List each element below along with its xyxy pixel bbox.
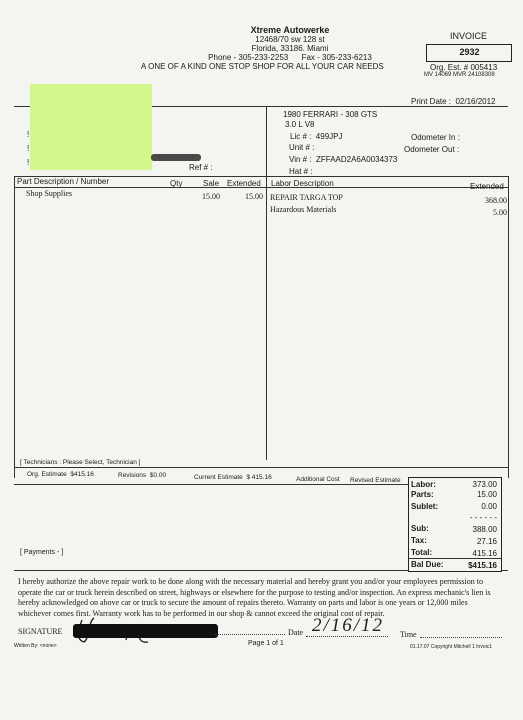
shop-phone-fax: Phone - 305-233-2253 Fax - 305-233-6213 [208, 53, 372, 62]
odometer-out: Odometer Out : [404, 145, 460, 154]
org-est-number: Org. Est. # 005413 [430, 63, 498, 72]
authorization-text: I hereby authorize the above repair work to be done along with the necessary material and hereby grant you and/or your employees permission to operate the car or truck herein described on street, highways or elsewhere for the purpose to testing and/or inspection. An express mechanic's lien is hereby acknowledged on above car or truck to secure the amount of repairs thereto. Warranty on parts and labor is one years or 12,000 miles whichever comes first. Warranty work has to be performed in our shop & cannot exceed the original cost of repair. [18, 577, 491, 618]
labor-header-description: Labor Description [271, 179, 334, 188]
vehicle-unit: Unit # : [289, 143, 315, 152]
header-top-rule-left [14, 106, 30, 107]
balance-due-label: Bal Due: [411, 560, 444, 569]
sub-total-label: Sub: [411, 524, 429, 533]
redaction-signature [73, 624, 218, 638]
payments-note: [ Payments - ] [20, 549, 64, 556]
customer-marks: ! ! ! [27, 130, 30, 167]
technicians-rule [14, 467, 508, 468]
parts-header-description: Part Description / Number [17, 177, 110, 186]
parts-total-label: Parts: [411, 490, 434, 499]
sublet-total-value: 0.00 [481, 502, 497, 511]
invoice-number: 2932 [459, 47, 480, 57]
tax-label: Tax: [411, 536, 427, 545]
vehicle-vin: Vin # : ZFFAAD2A6A0034373 [289, 155, 398, 164]
labor-row-extended: 5.00 [493, 208, 507, 217]
revisions: Revisions $0.00 [118, 472, 167, 479]
vehicle-model: 1980 FERRARI - 308 GTS [283, 110, 378, 119]
vehicle-lic: Lic # : 499JPJ [290, 132, 343, 141]
table-right-border [508, 176, 509, 478]
header-top-rule [152, 106, 508, 107]
table-left-border [14, 176, 15, 478]
odometer-in: Odometer In : [411, 133, 460, 142]
shop-address-line1: 12468/70 sw 128 st [255, 35, 325, 44]
table-middle-divider [266, 106, 267, 460]
grand-total-label: Total: [411, 548, 433, 557]
parts-total-value: 15.00 [476, 490, 497, 499]
parts-row-description: Shop Supplies [26, 189, 73, 198]
time-dotted-line [420, 637, 502, 638]
sub-total-value: 388.00 [472, 525, 497, 534]
grand-total-value: 415.16 [472, 549, 497, 558]
time-label: Time [400, 630, 417, 639]
balance-rule [408, 558, 501, 559]
vehicle-engine: 3.0 L V8 [285, 120, 315, 129]
parts-row-sale: 15.00 [202, 192, 220, 201]
revised-estimate: Revised Estimate [350, 477, 401, 484]
vehicle-hat: Hat # : [289, 167, 313, 176]
balance-due-value: $415.16 [468, 561, 497, 570]
labor-total-label: Labor: [411, 480, 436, 489]
print-date: Print Date : 02/16/2012 [411, 97, 496, 106]
signature-dotted-line [215, 634, 285, 635]
parts-header-qty: Qty [170, 179, 183, 188]
table-header-rule [14, 187, 508, 188]
redaction-customer [151, 154, 201, 161]
shop-address-line2: Florida, 33186. Miami [251, 44, 329, 53]
ref-number-label: Ref # : [189, 163, 213, 172]
mv-number: MV 14069 MVR 24108308 [424, 72, 495, 78]
tax-value: 27.16 [476, 537, 497, 546]
labor-row-description: REPAIR TARGA TOP [270, 193, 343, 202]
parts-header-sale: Sale [203, 179, 220, 188]
sublet-total-label: Sublet: [411, 502, 439, 511]
shop-slogan: A ONE OF A KIND ONE STOP SHOP FOR ALL YOUR CAR NEEDS [141, 62, 384, 71]
sticky-note [30, 84, 152, 170]
labor-row-description: Hazardous Materials [270, 205, 337, 214]
date-handwritten: 2/16/12 [312, 615, 385, 636]
parts-header-extended: Extended [227, 179, 261, 188]
org-estimate: Org. Estimate $415.16 [27, 471, 94, 478]
labor-total-value: 373.00 [472, 480, 497, 489]
signature-label: SIGNATURE [18, 627, 63, 636]
additional-cost: Additional Cost [296, 476, 340, 483]
copyright: 01.17.07 Copyright Mitchell 1 Invoic1 [410, 644, 492, 650]
invoice-label: INVOICE [450, 31, 488, 41]
page-number: Page 1 of 1 [248, 640, 284, 647]
shop-name: Xtreme Autowerke [250, 25, 330, 35]
current-estimate: Current Estimate $ 415.16 [194, 474, 272, 481]
parts-row-extended: 15.00 [245, 192, 263, 201]
estimate-rule [14, 484, 408, 485]
technicians-note: [ Technicians : Please Select, Technician ] [20, 459, 141, 466]
labor-row-extended: 368.00 [485, 196, 507, 205]
written-by: Written By: <none> [14, 643, 57, 649]
date-label: Date [288, 628, 304, 637]
labor-header-extended: Extended [470, 182, 504, 191]
totals-dashes: - - - - - - [469, 513, 497, 522]
